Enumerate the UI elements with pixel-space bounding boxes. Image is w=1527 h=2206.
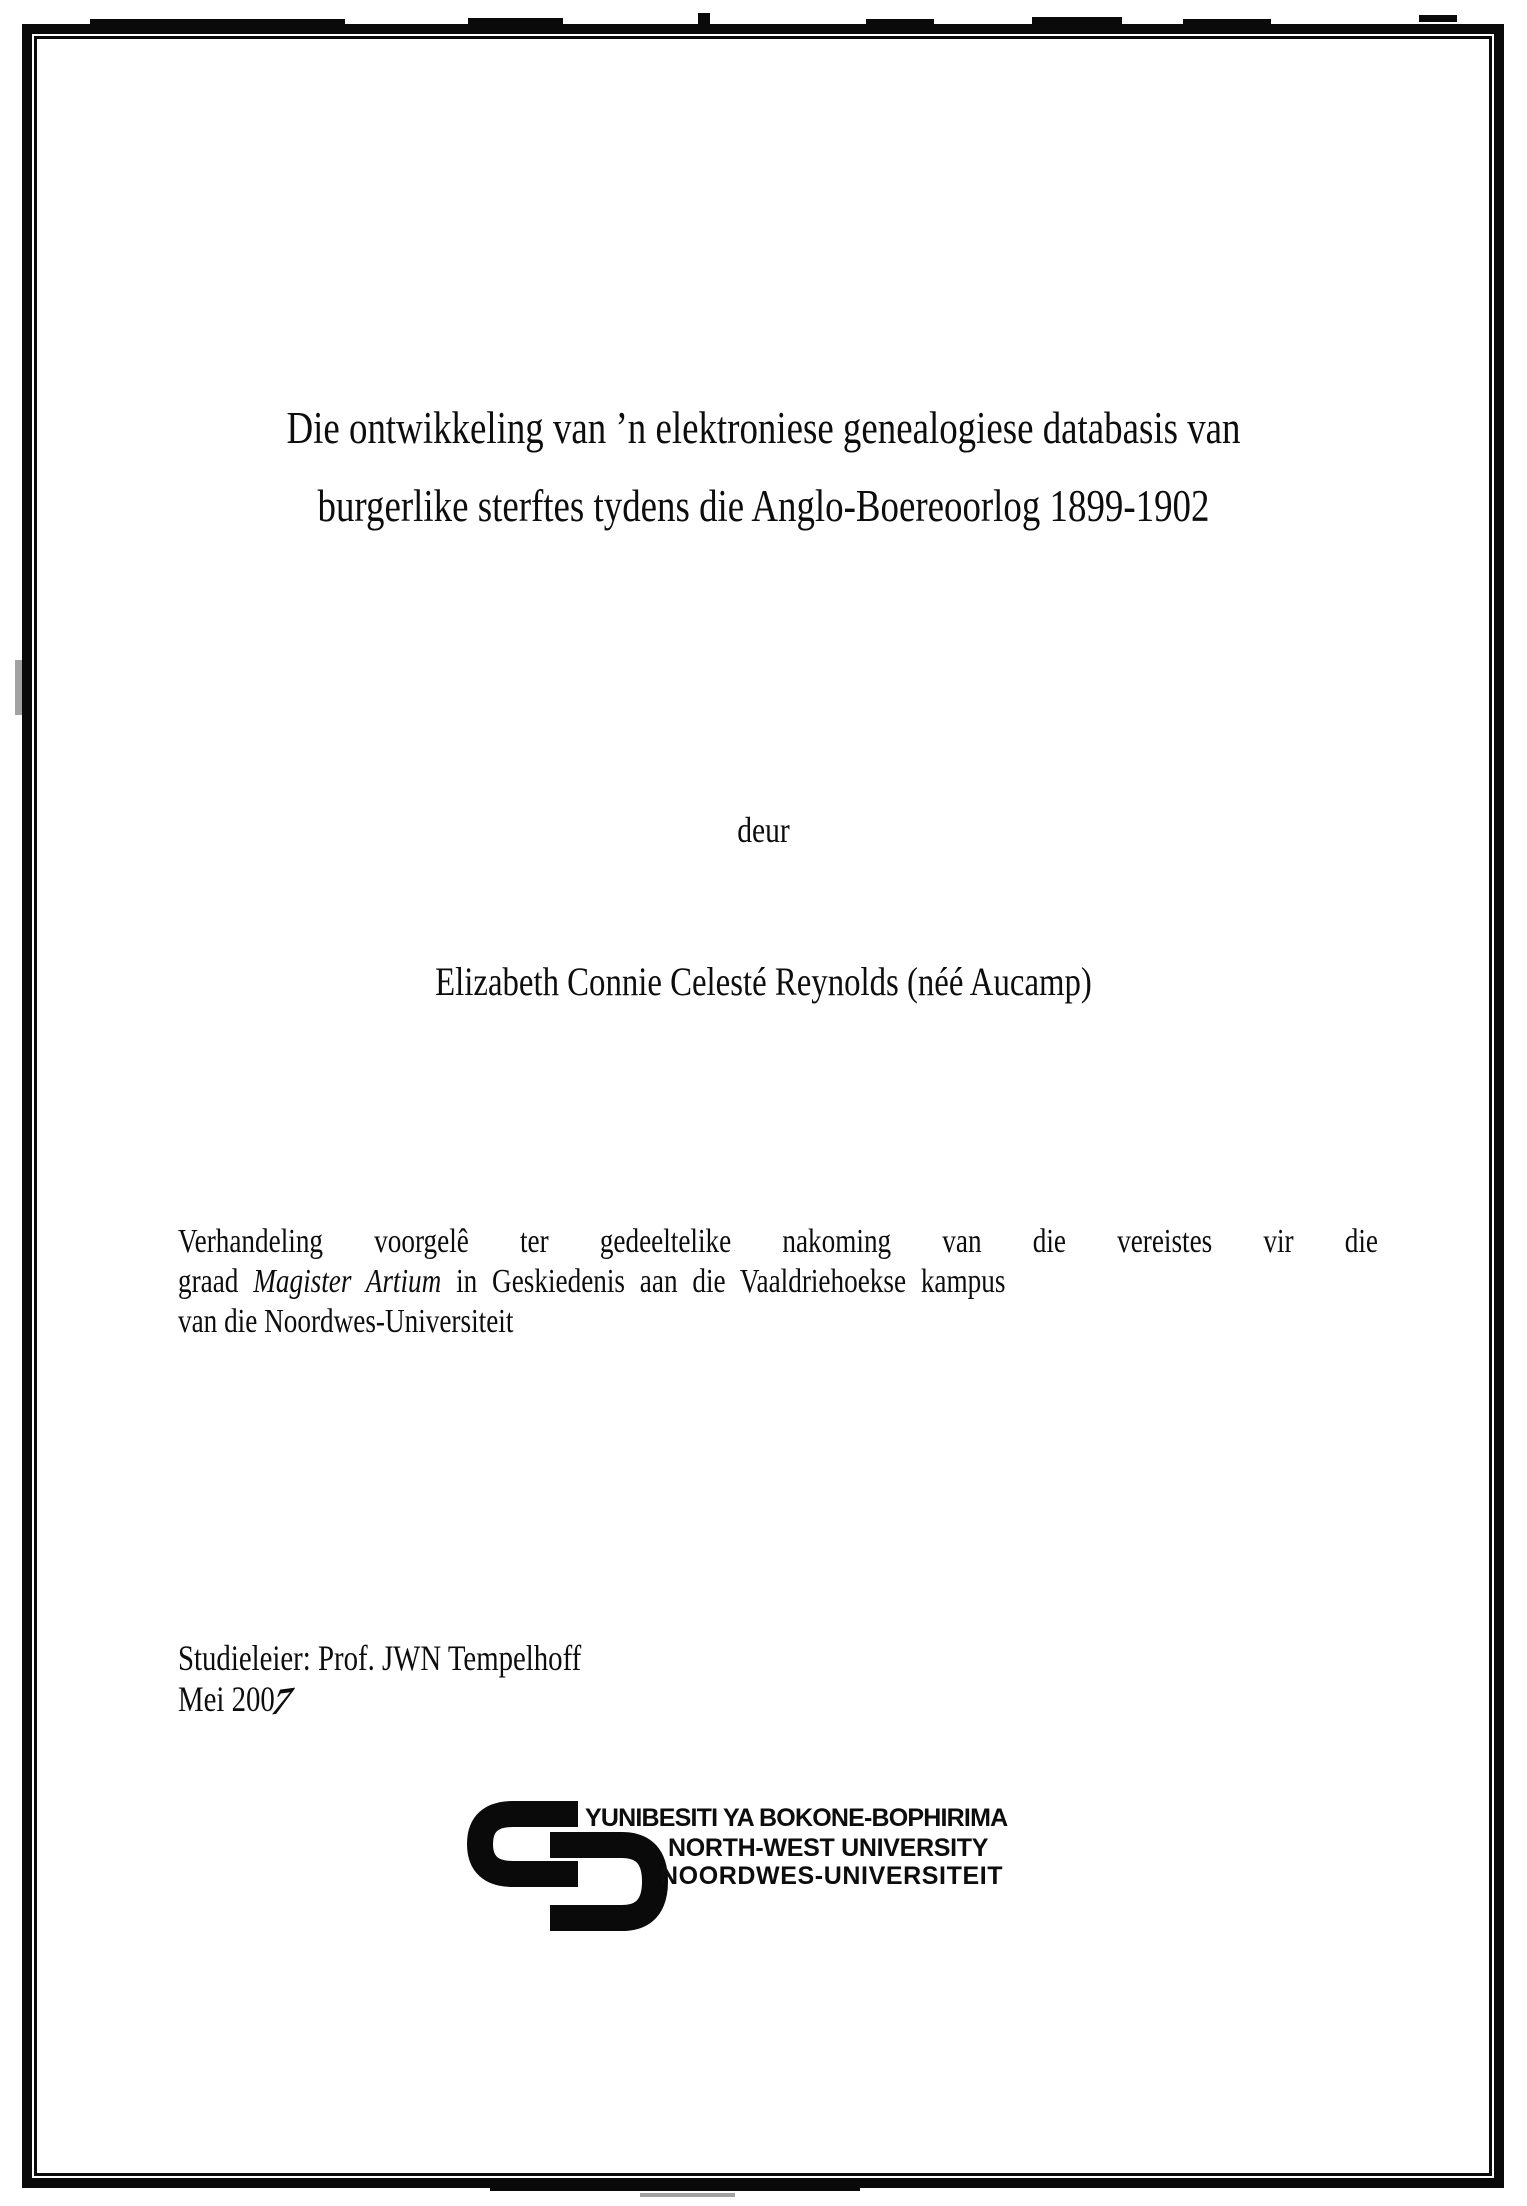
supervisor-line: Studieleier: Prof. JWN Tempelhoff [178,1638,582,1678]
logo-text-setswana: YUNIBESITI YA BOKONE-BOPHIRIMA [585,1804,1008,1832]
scan-artifact [698,13,710,24]
date-prefix: Mei 200 [178,1679,275,1719]
scan-artifact [1032,17,1122,24]
supervisor-block [178,1638,582,1724]
author-name: Elizabeth Connie Celesté Reynolds (néé Aucamp) [435,959,1092,1004]
scan-artifact [1419,15,1457,22]
date-line [178,1678,581,1724]
logo-text-afrikaans: NOORDWES-UNIVERSITEIT [660,1862,1004,1890]
degree-statement-line2 [178,1262,1378,1302]
logo-text-english: NORTH-WEST UNIVERSITY [668,1834,989,1862]
scan-artifact [640,2193,735,2197]
degree-statement-line2-suffix: in Geskiedenis aan die Vaaldriehoekse kampus [441,1263,1006,1300]
degree-statement-line2-prefix: graad [178,1263,254,1300]
handwritten-seven: 7 [264,1678,300,1724]
degree-statement-line3: van die Noordwes-Universiteit [178,1303,514,1340]
thesis-title-line2: burgerlike sterftes tydens die Anglo-Boereoorlog 1899-1902 [317,481,1210,531]
thesis-title-line1: Die ontwikkeling van ’n elektroniese genealogiese databasis van [286,403,1241,453]
degree-statement [178,1222,1378,1342]
byline-preposition: deur [737,810,790,850]
degree-title-italic: Magister Artium [253,1263,442,1300]
degree-statement-line1: Verhandeling voorgelê ter gedeeltelike nakoming van die vereistes vir die [178,1223,1378,1260]
